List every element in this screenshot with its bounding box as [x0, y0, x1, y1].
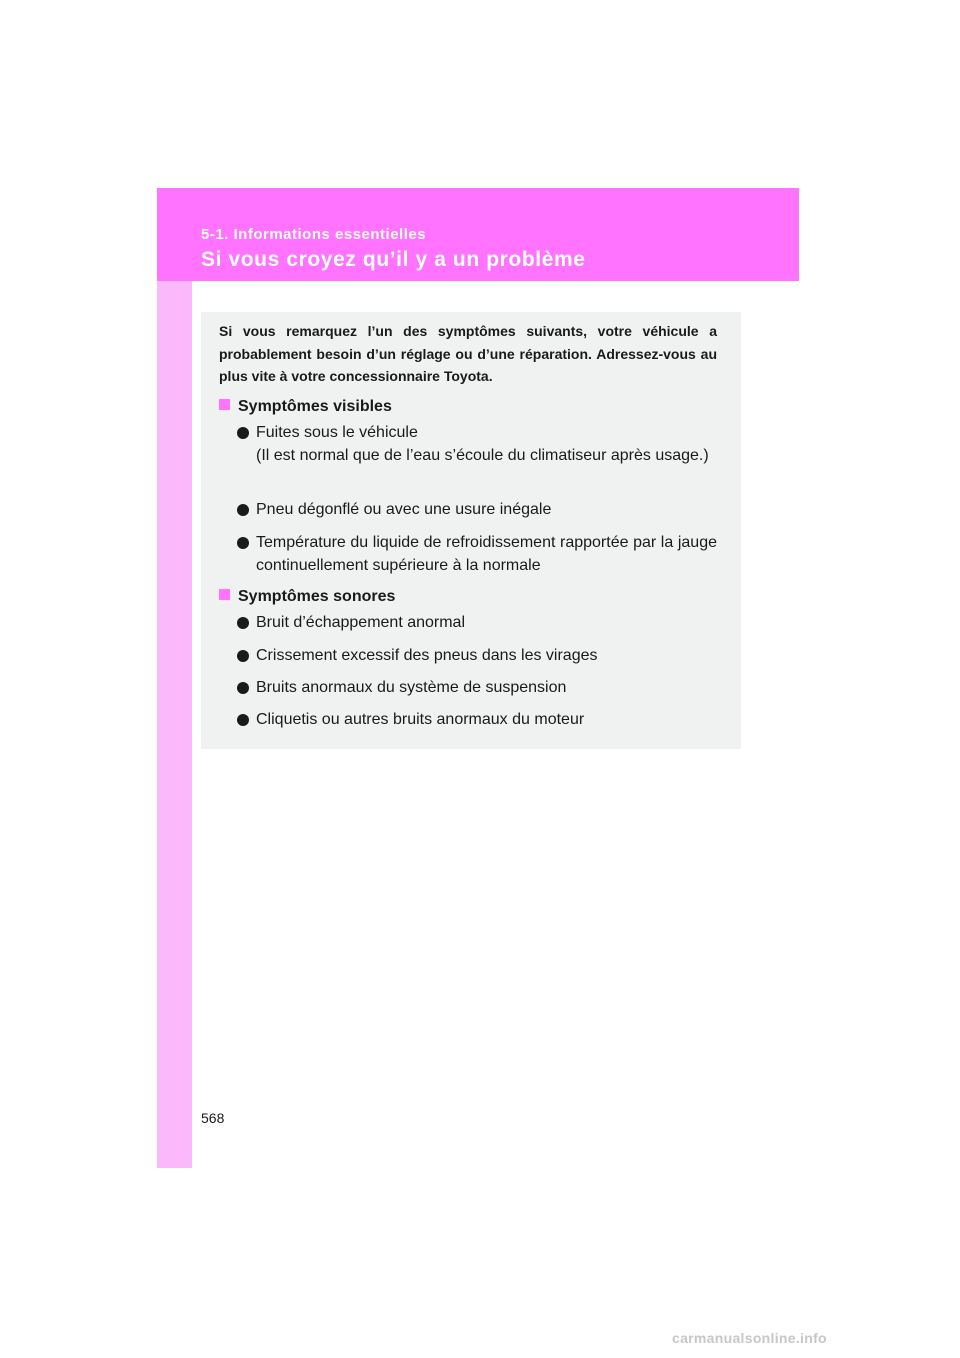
heading-label: Symptômes sonores — [238, 588, 396, 605]
list-item — [237, 612, 717, 635]
circle-bullet-icon — [237, 504, 249, 516]
list-item — [237, 709, 717, 732]
heading-label: Symptômes visibles — [238, 398, 392, 415]
circle-bullet-icon — [237, 714, 249, 726]
list-item-note: (Il est normal que de l’eau s’écoule du climatiseur après usage.) — [256, 446, 709, 464]
list-item — [237, 645, 717, 668]
list-item-text: Fuites sous le véhicule — [256, 424, 418, 441]
list-item-text: Cliquetis ou autres bruits anormaux du moteur — [256, 711, 585, 728]
list-item-text: Bruits anormaux du système de suspension — [256, 679, 567, 696]
list-item-text: Bruit d’échappement anormal — [256, 614, 466, 631]
list-item — [237, 677, 717, 700]
intro-paragraph: Si vous remarquez l’un des symptômes suivants, votre véhicule a probablement besoin d’un réglage ou d’une réparation. Adressez-vous au plus vite à votre concessionnaire Toyota. — [219, 323, 717, 384]
watermark-text: carmanualsonline.info — [672, 1330, 827, 1346]
circle-bullet-icon — [237, 650, 249, 662]
section-label: 5-1. Informations essentielles — [201, 226, 427, 243]
page-number: 568 — [201, 1110, 225, 1126]
circle-bullet-icon — [237, 682, 249, 694]
list-item-text: Crissement excessif des pneus dans les virages — [256, 647, 598, 664]
list-item-text: Température du liquide de refroidissement rapportée par la jauge continuellement supérieure à la normale — [256, 534, 717, 574]
square-bullet-icon — [219, 399, 230, 410]
list-item-text: Pneu dégonflé ou avec une usure inégale — [256, 501, 552, 518]
square-bullet-icon — [219, 589, 230, 600]
circle-bullet-icon — [237, 427, 249, 439]
circle-bullet-icon — [237, 537, 249, 549]
sidebar-strip — [157, 188, 192, 1168]
list-item — [237, 499, 717, 522]
circle-bullet-icon — [237, 617, 249, 629]
heading-visible-symptoms — [219, 397, 392, 417]
list-item — [237, 422, 717, 467]
page-title: Si vous croyez qu’il y a un problème — [201, 248, 586, 271]
heading-sound-symptoms — [219, 587, 395, 607]
list-item — [237, 532, 717, 577]
